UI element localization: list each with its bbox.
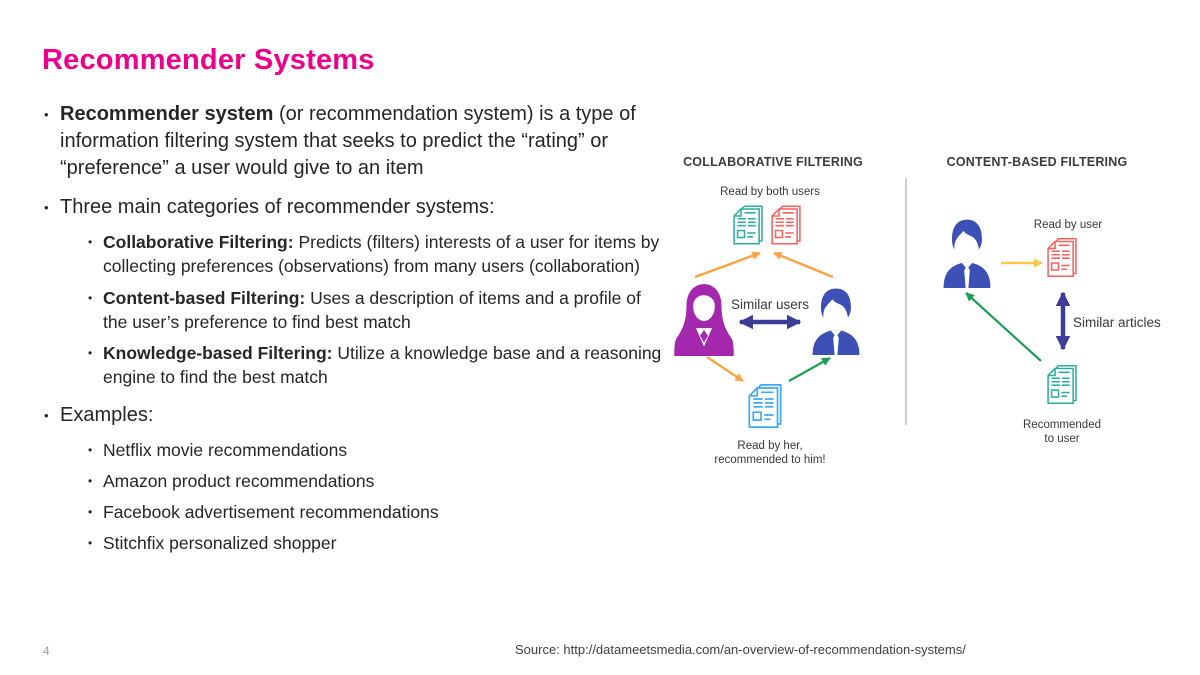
example-stitchfix: • Stitchfix personalized shopper [88, 531, 662, 555]
read-by-both-users-label: Read by both users [720, 186, 820, 198]
example-amazon: • Amazon product recommendations [88, 469, 662, 493]
arrow-him-to-read-docs [774, 253, 833, 277]
sub-bullet-knowledge-based [88, 341, 662, 389]
document-icon-teal-recommended [1046, 362, 1078, 407]
bullet-rest: Uses a description of items and a profile of the user’s preference to find best match [103, 288, 641, 332]
bullet-rest: (or recommendation system) is a type of information filtering system that seeks to predict the “rating” or “preference” a user would give to an item [60, 103, 636, 179]
bullet-lead-bold: Content-based Filtering: [103, 288, 306, 308]
bullet-lead-bold: Collaborative Filtering: [103, 232, 294, 252]
bullet-rest: Utilize a knowledge base and a reasoning engine to find the best match [103, 343, 662, 387]
recommendation-diagram [660, 145, 1180, 480]
arrow-recommended-to-user [966, 293, 1041, 361]
user-icon [937, 215, 997, 288]
bullet-examples: • Examples: [42, 402, 662, 429]
example-netflix: • Netflix movie recommendations [88, 438, 662, 462]
read-by-user-label: Read by user [1033, 219, 1103, 231]
read-by-her-line2: recommended to him! [714, 454, 826, 466]
bullet-recommender-definition [42, 101, 662, 182]
document-icon-red-read [1046, 235, 1078, 280]
document-icon-blue [747, 381, 783, 431]
arrow-her-to-read-docs [695, 253, 760, 277]
male-user-icon [806, 284, 866, 355]
bullet-lead-bold: Recommender system [60, 103, 274, 125]
bullet-three-categories: • Three main categories of recommender systems: [42, 194, 662, 221]
sub-bullet-collaborative [88, 230, 662, 278]
bullet-lead-bold: Knowledge-based Filtering: [103, 343, 333, 363]
document-icon-teal [732, 202, 764, 248]
slide-body-text [42, 101, 662, 562]
bullet-rest: Predicts (filters) interests of a user for items by collecting preferences (observations) from many users (collaboration) [103, 232, 660, 276]
read-by-her-label [690, 439, 850, 467]
page-title: Recommender Systems [42, 44, 375, 76]
document-icon-red [770, 202, 802, 248]
sub-bullet-content-based [88, 286, 662, 334]
arrow-blue-doc-to-him [789, 358, 830, 381]
female-user-icon [672, 280, 736, 356]
recommended-to-user-label [1002, 418, 1122, 446]
similar-users-label: Similar users [730, 297, 809, 312]
recommended-line1: Recommended [1023, 419, 1101, 431]
recommended-line2: to user [1044, 433, 1080, 445]
arrow-her-to-blue-doc [707, 357, 743, 381]
collaborative-filtering-heading: COLLABORATIVE FILTERING [683, 155, 863, 169]
similar-articles-label: Similar articles [1073, 315, 1161, 330]
content-based-filtering-heading: CONTENT-BASED FILTERING [946, 155, 1128, 169]
read-by-her-line1: Read by her, [737, 440, 803, 452]
example-facebook: • Facebook advertisement recommendations [88, 500, 662, 524]
source-citation: Source: http://datameetsmedia.com/an-overview-of-recommendation-systems/ [515, 642, 966, 657]
page-number: 4 [43, 644, 50, 658]
